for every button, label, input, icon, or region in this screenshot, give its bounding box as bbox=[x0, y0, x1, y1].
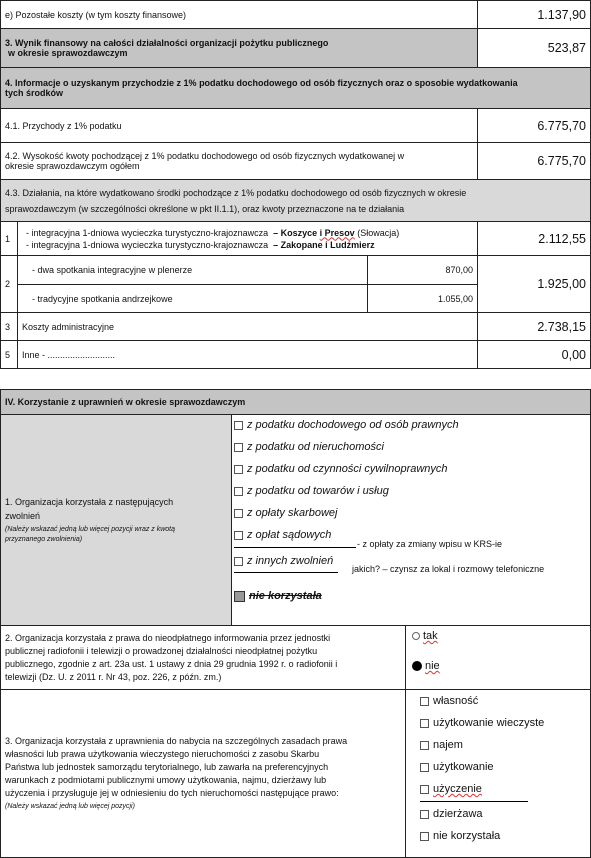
option-uzytkowanie[interactable]: użytkowanie bbox=[420, 761, 494, 773]
activity-3-label: Koszty administracyjne bbox=[17, 312, 478, 341]
activity-5-label: Inne - ........................... bbox=[17, 340, 478, 369]
checkbox[interactable] bbox=[420, 741, 429, 750]
activity-2-item-b: - tradycyjne spotkania andrzejkowe bbox=[17, 284, 368, 313]
checkbox[interactable] bbox=[234, 557, 243, 566]
activity-2-number: 2 bbox=[0, 255, 18, 313]
activity-2-item-a: - dwa spotkania integracyjne w plenerze bbox=[17, 255, 368, 285]
option-podatek-vat[interactable]: z podatku od towarów i usług bbox=[234, 485, 389, 497]
checkbox[interactable] bbox=[234, 487, 243, 496]
option-oplaty-sadowe[interactable]: z opłat sądowych bbox=[234, 529, 331, 541]
activity-5-value: 0,00 bbox=[477, 340, 591, 369]
option-inne-zwolnienia[interactable]: z innych zwolnień bbox=[234, 555, 333, 567]
q1-question: 1. Organizacja korzystała z następujących zwolnień (Należy wskazać jedną lub więcej pozycji wraz z kwotą przyznanego zwolnienia) bbox=[0, 414, 232, 626]
row-42-value: 6.775,70 bbox=[477, 142, 591, 180]
row-41-label: 4.1. Przychody z 1% podatku bbox=[0, 108, 478, 143]
row-e-label: e) Pozostałe koszty (w tym koszty finansowe) bbox=[0, 0, 478, 29]
row-4-header: 4. Informacje o uzyskanym przychodzie z 1% podatku dochodowego od osób fizycznych oraz o sposobie wydatkowania tych środków bbox=[0, 67, 591, 109]
row-e-value: 1.137,90 bbox=[477, 0, 591, 29]
q3-question: 3. Organizacja korzystała z uprawnienia do nabycia na szczególnych zasadach prawa własności lub prawa użytkowania wieczystego nieruchomości z zasobu Skarbu Państwa lub jednostek samorządu terytorialnego, lub zawarła na preferencyjnych warunkach z podmiotami publicznymi umowy użytkowania, najmu, dzierżawy lub użyczenia i przysługuje jej w odniesieniu do tych nieruchomości następujące prawo: (Należy wskazać jedną lub więcej pozycji) bbox=[0, 689, 406, 858]
radio-tak[interactable]: tak bbox=[412, 630, 438, 642]
underline-divider bbox=[420, 801, 528, 802]
checkbox[interactable] bbox=[420, 832, 429, 841]
option-podatek-dochodowy[interactable]: z podatku dochodowego od osób prawnych bbox=[234, 419, 459, 431]
oplaty-note: - z opłaty za zmiany wpisu w KRS-ie bbox=[357, 539, 503, 549]
checkbox[interactable] bbox=[420, 763, 429, 772]
checkbox[interactable] bbox=[234, 509, 243, 518]
activity-5-number: 5 bbox=[0, 340, 18, 369]
checkbox[interactable] bbox=[420, 697, 429, 706]
activity-2-value: 1.925,00 bbox=[477, 255, 591, 313]
option-dzierzawa[interactable]: dzierżawa bbox=[420, 808, 483, 820]
option-uzytkowanie-wieczyste[interactable]: użytkowanie wieczyste bbox=[420, 717, 544, 729]
option-oplata-skarbowa[interactable]: z opłaty skarbowej bbox=[234, 507, 338, 519]
option-nie-korzystala-q3[interactable]: nie korzystała bbox=[420, 830, 500, 842]
option-nie-korzystala[interactable]: nie korzystała bbox=[234, 590, 322, 602]
activity-3-number: 3 bbox=[0, 312, 18, 341]
checkbox[interactable] bbox=[420, 810, 429, 819]
checkbox[interactable] bbox=[234, 421, 243, 430]
checkbox[interactable] bbox=[234, 531, 243, 540]
activity-3-value: 2.738,15 bbox=[477, 312, 591, 341]
option-podatek-czynnosci[interactable]: z podatku od czynności cywilnoprawnych bbox=[234, 463, 448, 475]
option-uzyczenie[interactable]: użyczenie bbox=[420, 783, 482, 795]
row-41-value: 6.775,70 bbox=[477, 108, 591, 143]
row-3-label: 3. Wynik finansowy na całości działalności organizacji pożytku publicznego w okresie sprawozdawczym bbox=[0, 28, 478, 68]
radio-nie[interactable]: nie bbox=[412, 660, 440, 672]
q2-question: 2. Organizacja korzystała z prawa do nieodpłatnego informowania przez jednostki publicznej radiofonii i telewizji o prowadzonej działalności nieodpłatnej pożytku publicznego, zgodnie z art. 23a ust. 1 ustawy z dnia 29 grudnia 1992 r. o radiofonii i telewizji (Dz. U. z 2011 r. Nr 43, poz. 226, z późn. zm.) bbox=[0, 625, 406, 690]
underline-divider bbox=[234, 572, 338, 573]
checkbox[interactable] bbox=[234, 443, 243, 452]
checkbox-checked[interactable] bbox=[234, 591, 245, 602]
section-iv-title: IV. Korzystanie z uprawnień w okresie sprawozdawczym bbox=[0, 389, 591, 415]
radio-selected-icon[interactable] bbox=[412, 661, 422, 671]
row-3-value: 523,87 bbox=[477, 28, 591, 68]
option-najem[interactable]: najem bbox=[420, 739, 463, 751]
radio-empty-icon[interactable] bbox=[412, 632, 420, 640]
activity-1-value: 2.112,55 bbox=[477, 221, 591, 256]
activity-1-desc: - integracyjna 1-dniowa wycieczka turystyczno-krajoznawcza – Koszyce i Presov (Słowacja) - integracyjna 1-dniowa wycieczka turystyczno-krajoznawcza – Zakopane i Ludźmierz bbox=[17, 221, 478, 256]
option-wlasnosc[interactable]: własność bbox=[420, 695, 478, 707]
inne-note: jakich? – czynsz za lokal i rozmowy telefoniczne bbox=[352, 564, 545, 574]
checkbox[interactable] bbox=[420, 785, 429, 794]
activity-1-number: 1 bbox=[0, 221, 18, 256]
option-podatek-nieruchomosci[interactable]: z podatku od nieruchomości bbox=[234, 441, 384, 453]
activity-2-item-a-value: 870,00 bbox=[367, 255, 478, 285]
checkbox[interactable] bbox=[234, 465, 243, 474]
row-43-header: 4.3. Działania, na które wydatkowano środki pochodzące z 1% podatku dochodowego od osób fizycznych w okresie sprawozdawczym (w szczególności określone w pkt II.1.1), oraz kwoty przeznaczone na te działania bbox=[0, 179, 591, 222]
underline-divider bbox=[234, 547, 356, 548]
row-42-label: 4.2. Wysokość kwoty pochodzącej z 1% podatku dochodowego od osób fizycznych wydatkowanej w okresie sprawozdawczym ogółem bbox=[0, 142, 478, 180]
checkbox[interactable] bbox=[420, 719, 429, 728]
activity-2-item-b-value: 1.055,00 bbox=[367, 284, 478, 313]
